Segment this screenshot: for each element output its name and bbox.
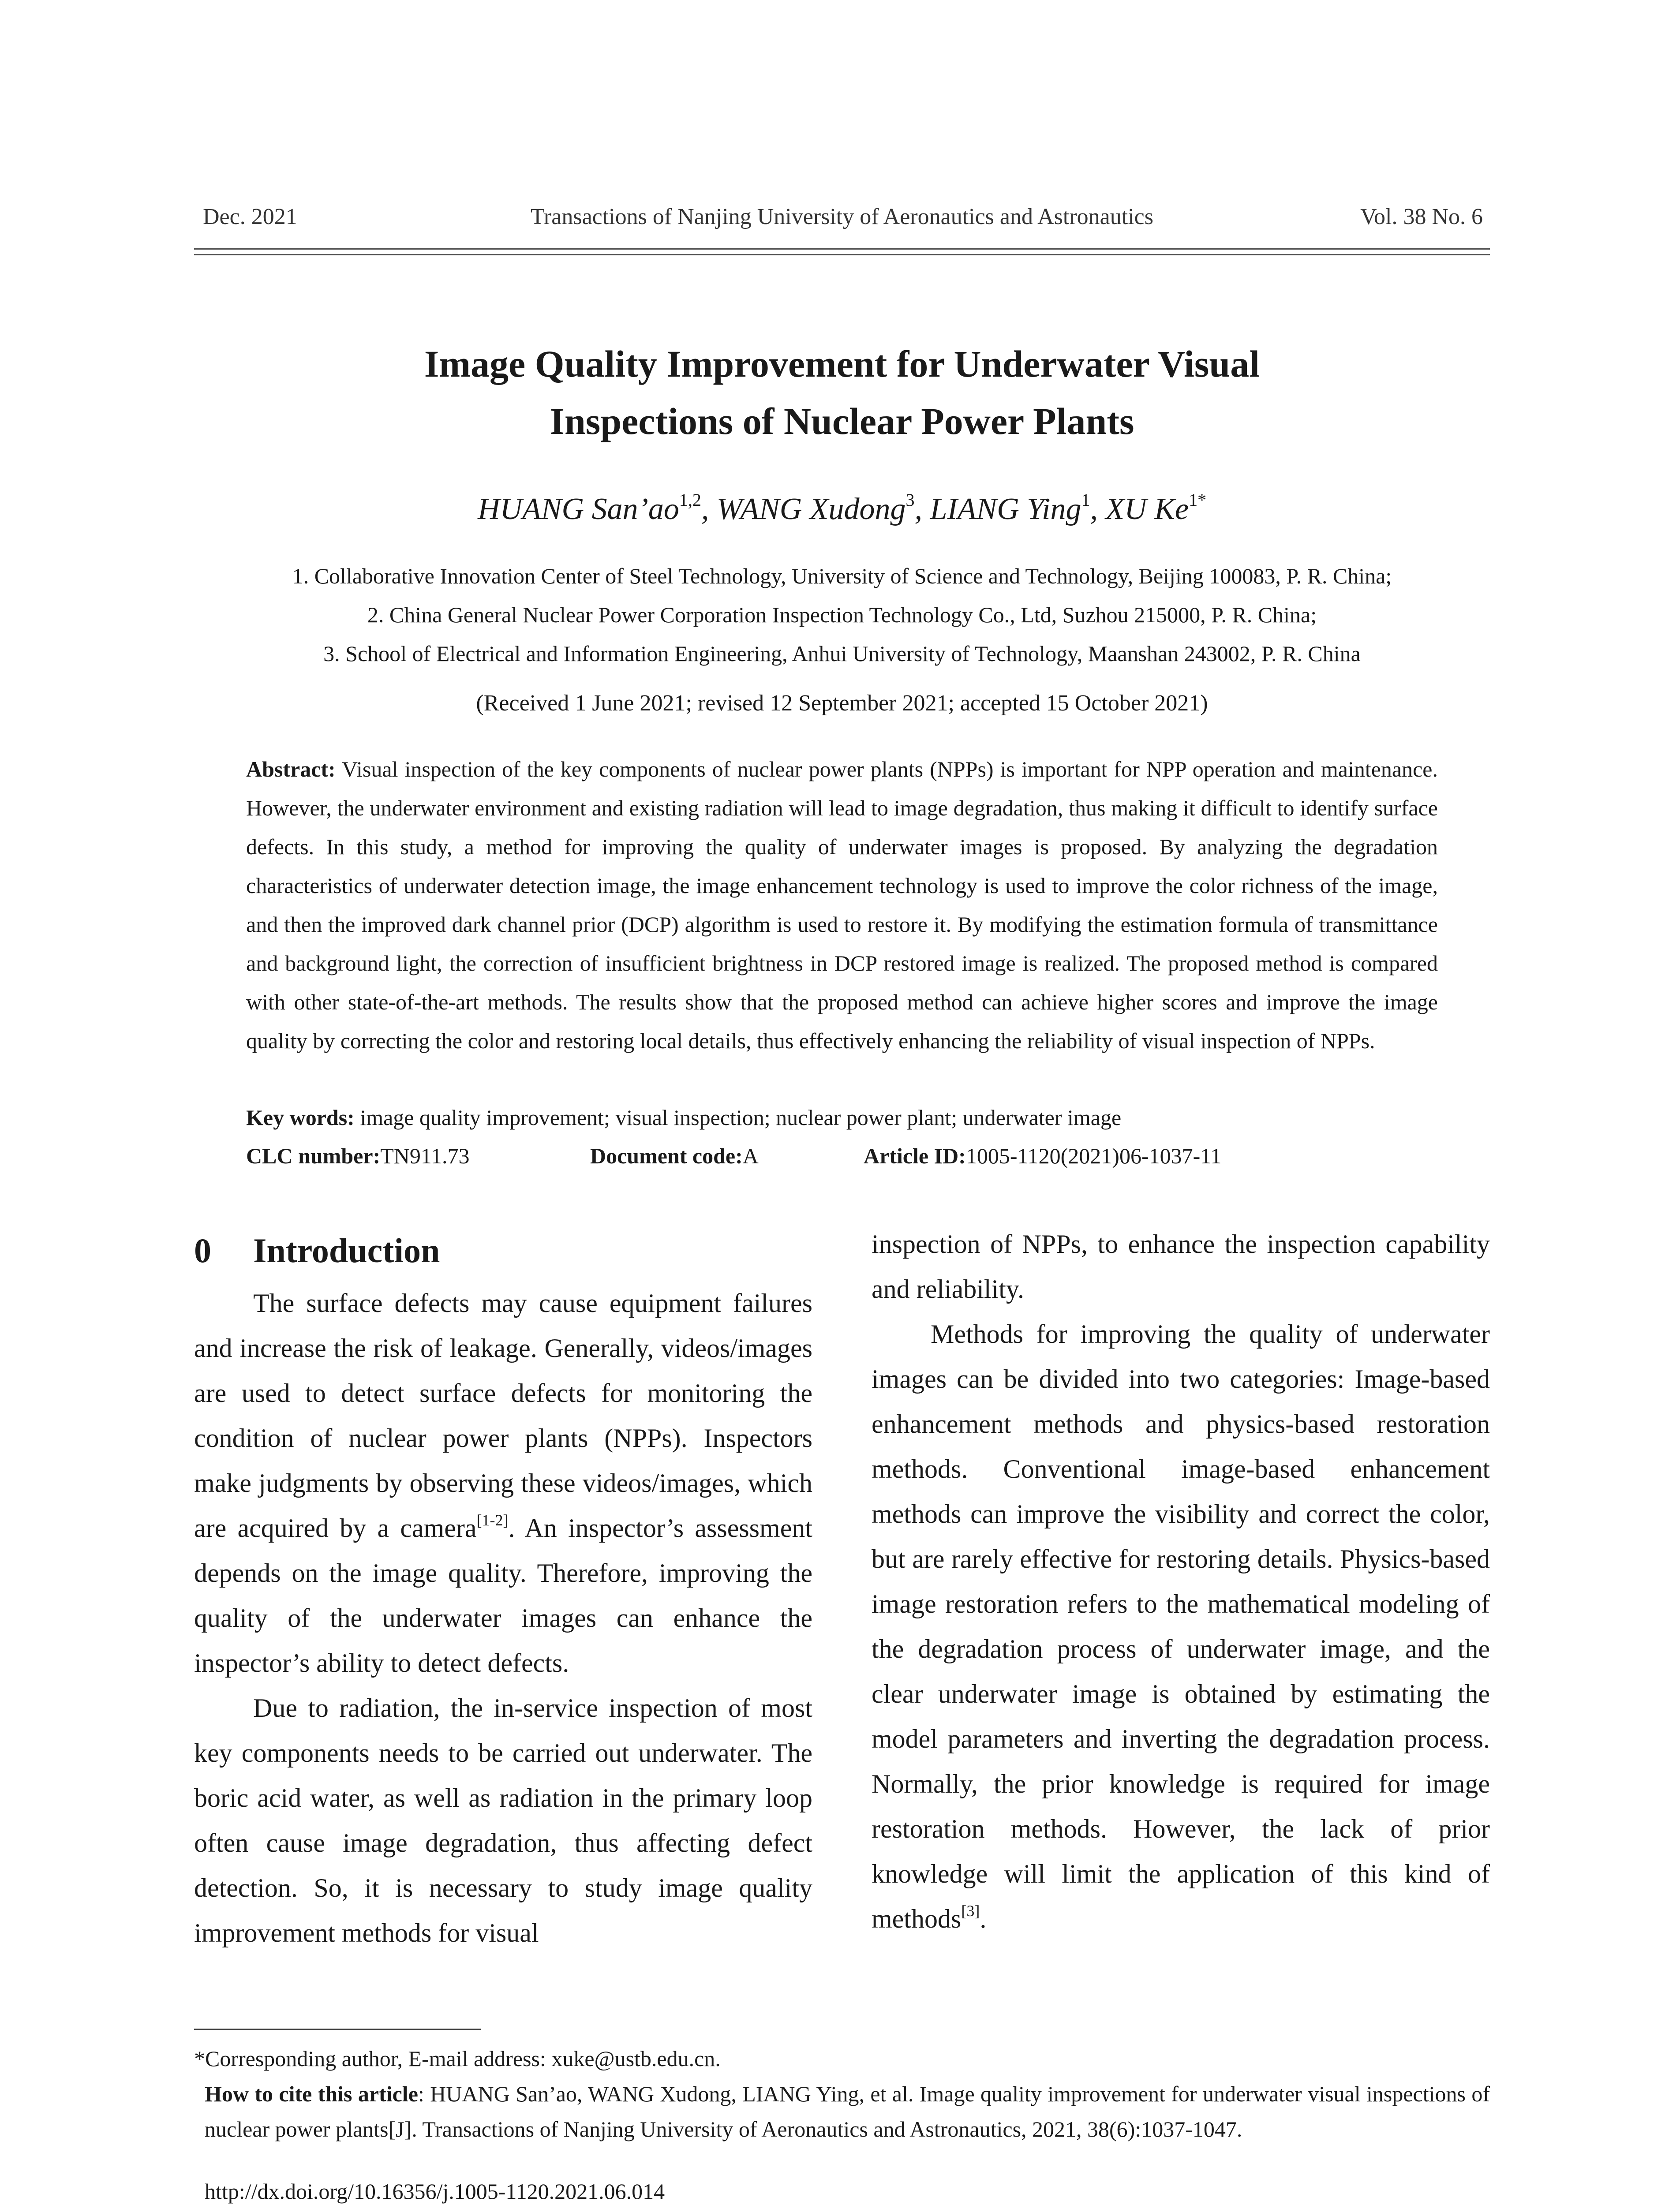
doi-link[interactable]: http://dx.doi.org/10.16356/j.1005-1120.2021.06.014 — [205, 2179, 665, 2204]
running-header — [194, 204, 1490, 239]
document-code-value: A — [742, 1144, 759, 1168]
section-title: Introduction — [253, 1231, 440, 1270]
author-affiliation-mark: 1* — [1189, 490, 1207, 510]
citation: [1-2] — [476, 1511, 509, 1529]
clc-label: CLC number: — [246, 1144, 381, 1168]
author-name: XU Ke — [1105, 492, 1189, 526]
paragraph-continued: inspection of NPPs, to enhance the inspection capability and reliability. — [872, 1230, 1490, 1304]
article-id — [864, 1143, 1222, 1169]
header-date: Dec. 2021 — [203, 204, 297, 229]
body-column-right — [872, 1222, 1490, 1941]
paragraph — [872, 1312, 1490, 1941]
abstract — [246, 750, 1438, 1060]
author-list — [194, 490, 1490, 527]
section-number: 0 — [194, 1231, 211, 1270]
paragraph-text: . An inspector’s assessment depends on the image quality. Therefore, improving the quality of the underwater images can enhance the inspector’s ability to detect defects. — [194, 1514, 813, 1678]
paragraph-text: . — [980, 1904, 987, 1933]
citation-note — [194, 2076, 1490, 2147]
author-name: HUANG San’ao — [477, 492, 679, 526]
author-separator: , — [1090, 492, 1106, 526]
keywords-label: Key words: — [246, 1105, 355, 1130]
keywords — [246, 1105, 1438, 1130]
affiliation: 2. China General Nuclear Power Corporation Inspection Technology Co., Ltd, Suzhou 215000, P. R. China; — [367, 602, 1317, 627]
paragraph: Due to radiation, the in-service inspection of most key components needs to be carried out underwater. The boric acid water, as well as radiation in the primary loop often cause image degradation, thus affecting defect detection. So, it is necessary to study image quality improvement methods for visual — [194, 1693, 812, 1947]
affiliation: 1. Collaborative Innovation Center of Steel Technology, University of Science and Technology, Beijing 100083, P. R. China; — [292, 564, 1392, 588]
author-affiliation-mark: 1,2 — [679, 490, 701, 510]
author-name: WANG Xudong — [716, 492, 906, 526]
author-name: LIANG Ying — [930, 492, 1081, 526]
citation: [3] — [961, 1902, 980, 1920]
document-code — [590, 1143, 759, 1169]
header-volume: Vol. 38 No. 6 — [1360, 204, 1483, 229]
citation-note-text: : HUANG San’ao, WANG Xudong, LIANG Ying, et al. Image quality improvement for underwater visual inspections of nuclear power plants[J]. Transactions of Nanjing University of Aeronautics and Astronautics, 2021, 38(6):1037-1047. — [205, 2082, 1490, 2141]
article-id-label: Article ID: — [864, 1144, 966, 1168]
paragraph-text: Methods for improving the quality of underwater images can be divided into two categories: Image-based enhancement methods and physics-based restoration methods. Conventional image-based enhancement methods can improve the visibility and correct the color, but are rarely effective for restoring details. Physics-based image restoration refers to the mathematical modeling of the degradation process of underwater image, and the clear underwater image is obtained by estimating the model parameters and inverting the degradation process. Normally, the prior knowledge is required for image restoration methods. However, the lack of prior knowledge will limit the application of this kind of methods — [872, 1319, 1490, 1933]
author-affiliation-mark: 3 — [905, 490, 915, 510]
footnote-rule — [194, 2029, 481, 2030]
header-rule — [194, 248, 1490, 250]
author-separator: , — [701, 492, 717, 526]
affiliation: 3. School of Electrical and Information Engineering, Anhui University of Technology, Maanshan 243002, P. R. China — [323, 641, 1361, 666]
paragraph-text: The surface defects may cause equipment failures and increase the risk of leakage. Generally, videos/images are used to detect surface defects for monitoring the condition of nuclear power plants (NPPs). Inspectors make judgments by observing these videos/images, which are acquired by a camera — [194, 1289, 812, 1543]
affiliations — [194, 557, 1490, 673]
citation-note-label: How to cite this article — [205, 2082, 418, 2106]
body-column-left — [194, 1226, 812, 1955]
keywords-text: image quality improvement; visual inspection; nuclear power plant; underwater image — [354, 1105, 1122, 1130]
footnotes — [194, 2041, 1490, 2147]
received-dates: (Received 1 June 2021; revised 12 September 2021; accepted 15 October 2021) — [476, 691, 1208, 716]
title-line: Inspections of Nuclear Power Plants — [550, 400, 1134, 442]
author-affiliation-mark: 1 — [1081, 490, 1090, 510]
document-code-label: Document code: — [590, 1144, 743, 1168]
clc-value: TN911.73 — [380, 1144, 470, 1168]
author-separator: , — [914, 492, 930, 526]
abstract-text: Visual inspection of the key components of nuclear power plants (NPPs) is important for NPP operation and maintenance. However, the underwater environment and existing radiation will lead to image degradation, thus making it difficult to identify surface defects. In this study, a method for improving the quality of underwater images is proposed. By analyzing the degradation characteristics of underwater detection image, the image enhancement technology is used to improve the color richness of the image, and then the improved dark channel prior (DCP) algorithm is used to restore it. By modifying the estimation formula of transmittance and background light, the correction of insufficient brightness in DCP restored image is realized. The proposed method is compared with other state-of-the-art methods. The results show that the proposed method can achieve higher scores and improve the image quality by correcting the color and restoring local details, thus effectively enhancing the reliability of visual inspection of NPPs. — [246, 757, 1438, 1053]
paper-title — [194, 335, 1490, 450]
section-heading — [194, 1226, 812, 1275]
paragraph — [194, 1281, 812, 1686]
clc-number — [246, 1143, 470, 1169]
abstract-label: Abstract: — [246, 757, 336, 781]
header-rule — [194, 254, 1490, 255]
header-journal: Transactions of Nanjing University of Aeronautics and Astronautics — [531, 204, 1153, 229]
title-line: Image Quality Improvement for Underwater Visual — [424, 343, 1260, 385]
article-id-value: 1005-1120(2021)06-1037-11 — [965, 1144, 1222, 1168]
corresponding-author-note: *Corresponding author, E-mail address: xuke@ustb.edu.cn. — [194, 2046, 721, 2071]
